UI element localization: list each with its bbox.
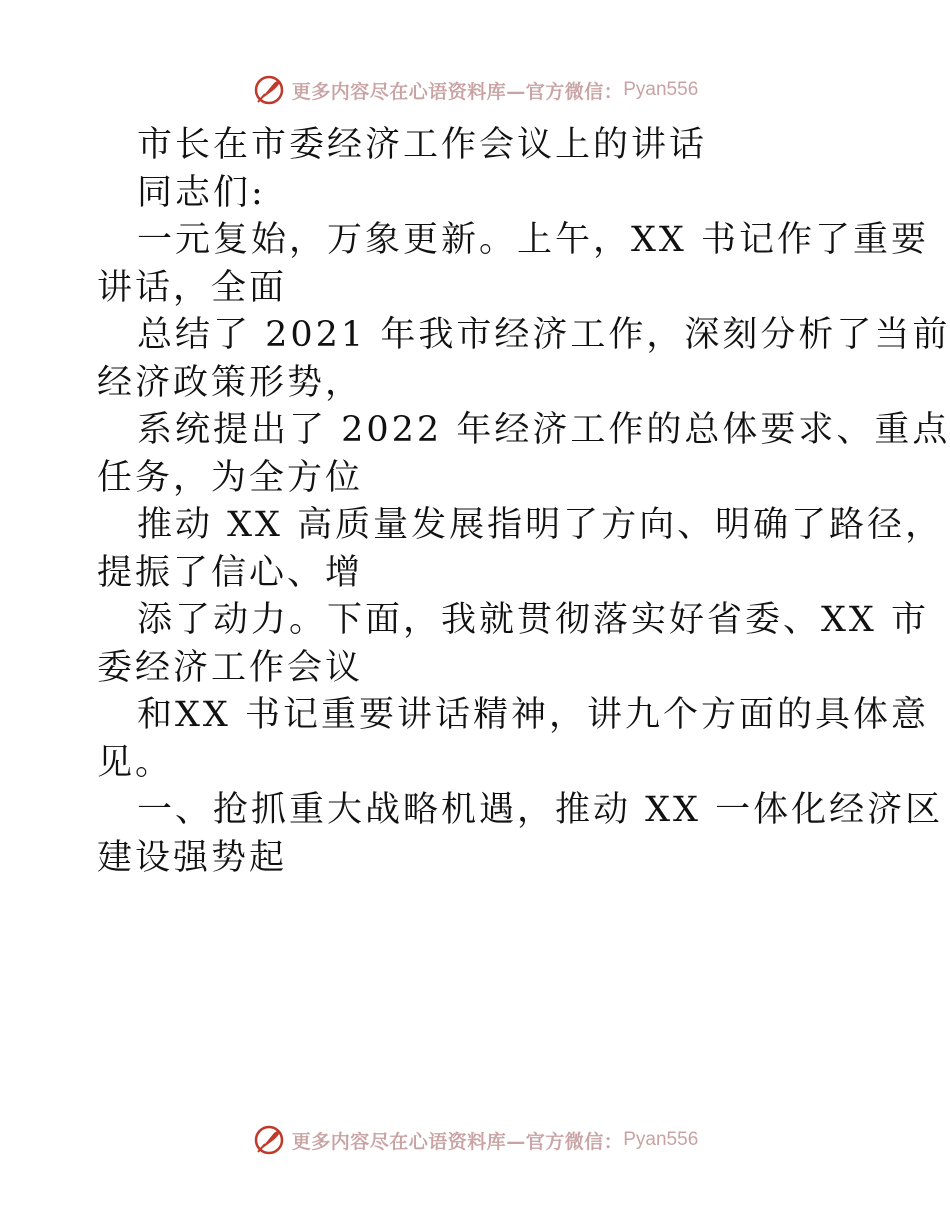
section-heading: 一、抢抓重大战略机遇，推动 XX 一体化经济区 [137, 790, 944, 830]
paragraph-line: 系统提出了 2022 年经济工作的总体要求、重点 [137, 410, 950, 450]
header-watermark-text: 更多内容尽在心语资料库—官方微信： [291, 80, 624, 103]
paragraph-line: 见。 [97, 742, 174, 783]
paragraph-line: 和XX 书记重要讲话精神，讲九个方面的具体意 [137, 695, 929, 735]
paragraph-line: 委经济工作会议 [97, 647, 364, 688]
document-body [97, 122, 950, 882]
paragraph-line: 提振了信心、增 [97, 552, 364, 593]
footer-watermark-id: Pyan556 [623, 1129, 699, 1150]
paragraph-line: 推动 XX 高质量发展指明了方向、明确了路径， [137, 505, 944, 545]
footer-watermark-text: 更多内容尽在心语资料库—官方微信： [291, 1130, 624, 1153]
document-title: 市长在市委经济工作会议上的讲话 [137, 125, 708, 165]
paragraph-line: 任务，为全方位 [97, 457, 364, 498]
paragraph-line: 总结了 2021 年我市经济工作，深刻分析了当前 [137, 315, 950, 355]
salutation: 同志们: [137, 172, 266, 213]
feather-quill-logo-icon [252, 1123, 286, 1157]
paragraph-line: 讲话，全面 [97, 267, 288, 308]
header-watermark-id: Pyan556 [623, 79, 699, 100]
paragraph-line: 经济政策形势， [97, 362, 364, 403]
section-heading-continued: 建设强势起 [97, 837, 288, 878]
paragraph-line: 一元复始，万象更新。上午，XX 书记作了重要 [137, 220, 929, 260]
header-watermark-banner [0, 70, 950, 110]
footer-watermark-banner [0, 1120, 950, 1160]
feather-quill-logo-icon [252, 73, 286, 107]
paragraph-line: 添了动力。下面，我就贯彻落实好省委、XX 市 [137, 600, 929, 640]
